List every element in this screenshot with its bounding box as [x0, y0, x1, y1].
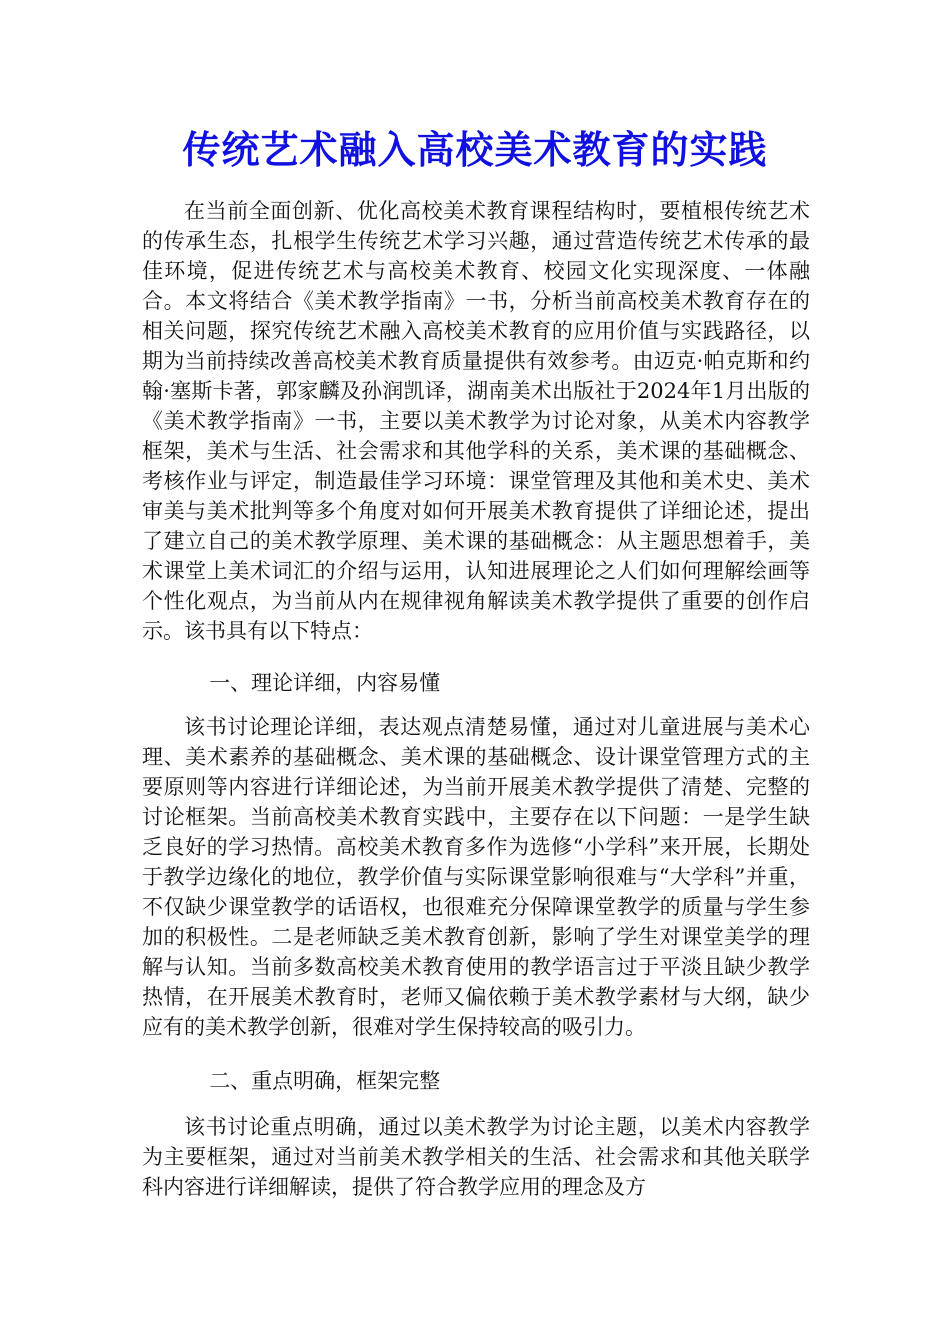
section-2-paragraph: 该书讨论重点明确，通过以美术教学为讨论主题，以美术内容教学为主要框架，通过对当前美术教学相关的生活、社会需求和其他关联学科内容进行详细解读，提供了符合教学应用的理念及方 — [142, 1115, 810, 1199]
intro-paragraph: 在当前全面创新、优化高校美术教育课程结构时，要植根传统艺术的传承生态，扎根学生传统艺术学习兴趣，通过营造传统艺术传承的最佳环境，促进传统艺术与高校美术教育、校园文化实现深度、一体融合。本文将结合《美术教学指南》一书，分析当前高校美术教育存在的相关问题，探究传统艺术融入高校美术教育的应用价值与实践路径，以期为当前持续改善高校美术教育质量提供有效参考。由迈克·帕克斯和约翰·塞斯卡著，郭家麟及孙润凯译，湖南美术出版社于2024年1月出版的《美术教学指南》一书，主要以美术教学为讨论对象，从美术内容教学框架，美术与生活、社会需求和其他学科的关系，美术课的基础概念、考核作业与评定，制造最佳学习环境：课堂管理及其他和美术史、美术审美与美术批判等多个角度对如何开展美术教育提供了详细论述，提出了建立自己的美术教学原理、美术课的基础概念：从主题思想着手，美术课堂上美术词汇的介绍与运用，认知进展理论之人们如何理解绘画等个性化观点，为当前从内在规律视角解读美术教学提供了重要的创作启示。该书具有以下特点： — [142, 199, 810, 643]
section-2-heading: 二、重点明确，框架完整 — [209, 1069, 441, 1093]
section-1-heading: 一、理论详细，内容易懂 — [209, 671, 441, 695]
section-1-paragraph: 该书讨论理论详细，表达观点清楚易懂，通过对儿童进展与美术心理、美术素养的基础概念、美术课的基础概念、设计课堂管理方式的主要原则等内容进行详细论述，为当前开展美术教学提供了清楚、完整的讨论框架。当前高校美术教育实践中，主要存在以下问题：一是学生缺乏良好的学习热情。高校美术教育多作为选修“小学科”来开展，长期处于教学边缘化的地位，教学价值与实际课堂影响很难与“大学科”并重，不仅缺少课堂教学的话语权，也很难充分保障课堂教学的质量与学生参加的积极性。二是老师缺乏美术教育创新，影响了学生对课堂美学的理解与认知。当前多数高校美术教育使用的教学语言过于平淡且缺少教学热情，在开展美术教育时，老师又偏依赖于美术教学素材与大纲，缺少应有的美术教学创新，很难对学生保持较高的吸引力。 — [142, 715, 810, 1039]
document-title: 传统艺术融入高校美术教育的实践 — [182, 127, 768, 172]
